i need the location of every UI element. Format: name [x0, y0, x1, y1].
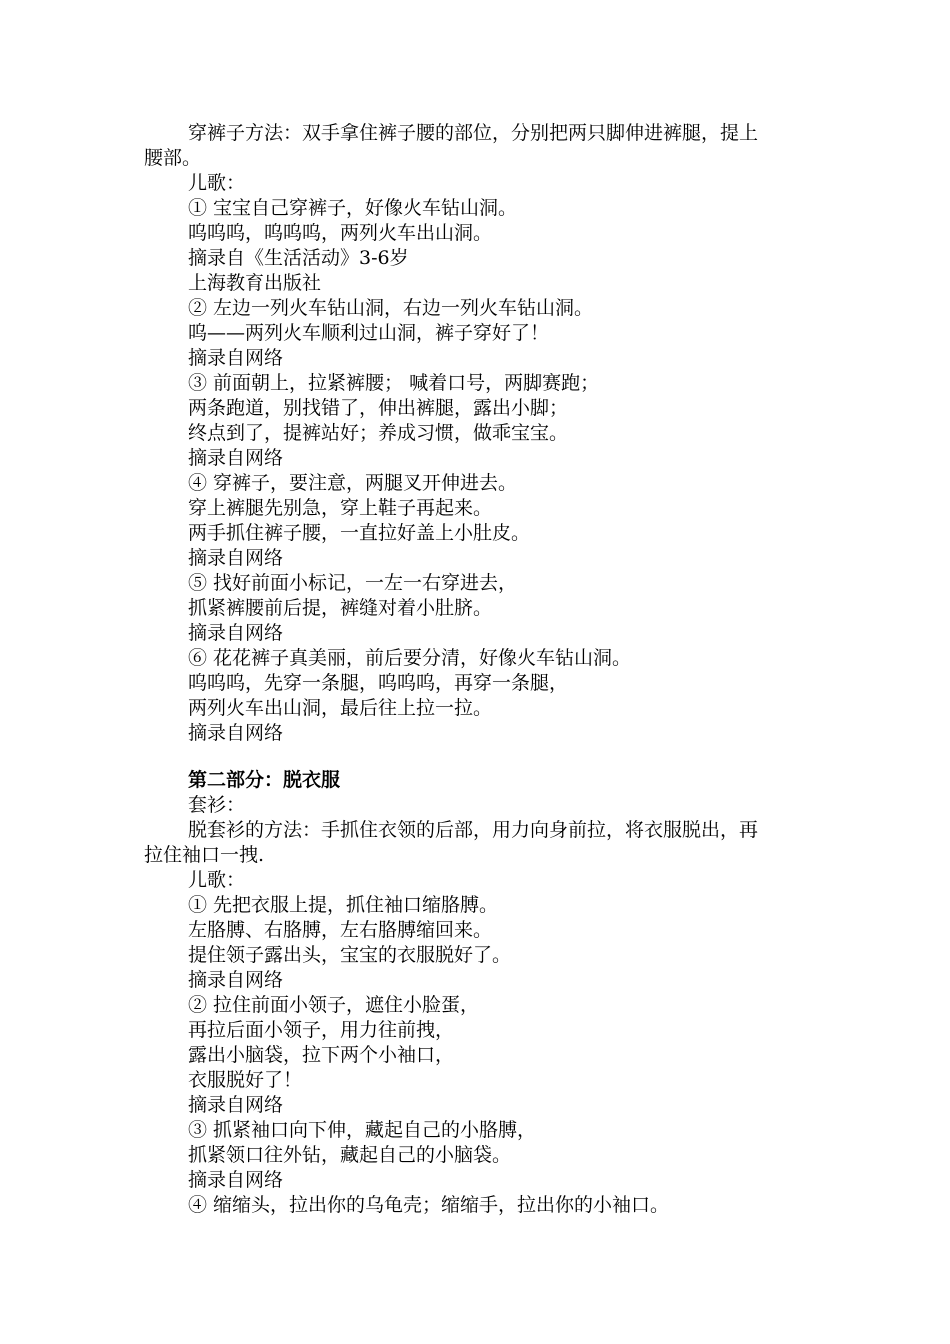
- rhyme-line: ④ 穿裤子，要注意，两腿叉开伸进去。: [188, 472, 518, 494]
- source-note: 摘录自网络: [188, 1169, 284, 1191]
- rhyme-line: 两手抓住裤子腰，一直拉好盖上小肚皮。: [188, 522, 531, 544]
- source-note: 摘录自《生活活动》3-6岁: [188, 247, 409, 269]
- source-note: 上海教育出版社: [188, 272, 322, 294]
- rhyme-line: ① 先把衣服上提，抓住袖口缩胳膊。: [188, 894, 499, 916]
- rhyme-line: 再拉后面小领子，用力往前拽，: [188, 1019, 455, 1041]
- pants-method-line-1: 穿裤子方法：双手拿住裤子腰的部位，分别把两只脚伸进裤腿，提上: [188, 122, 759, 144]
- source-note: 摘录自网络: [188, 1094, 284, 1116]
- rhyme-line: ② 左边一列火车钻山洞，右边一列火车钻山洞。: [188, 297, 594, 319]
- section-heading: 第二部分：脱衣服: [188, 769, 341, 791]
- section-spacer: [144, 746, 810, 768]
- rhyme-line: ⑥ 花花裤子真美丽，前后要分清，好像火车钻山洞。: [188, 647, 632, 669]
- subsection-label: 套衫：: [188, 794, 246, 816]
- source-note: 摘录自网络: [188, 969, 284, 991]
- rhyme-line: ② 拉住前面小领子，遮住小脸蛋，: [188, 994, 480, 1016]
- rhyme-line: 呜呜呜，先穿一条腿，呜呜呜，再穿一条腿，: [188, 672, 569, 694]
- rhyme-line: 左胳膊、右胳膊，左右胳膊缩回来。: [188, 919, 493, 941]
- source-note: 摘录自网络: [188, 447, 284, 469]
- rhyme-line: 抓紧领口往外钻，藏起自己的小脑袋。: [188, 1144, 512, 1166]
- document-body: [144, 121, 810, 1218]
- rhyme-line: 穿上裤腿先别急，穿上鞋子再起来。: [188, 497, 493, 519]
- rhyme-line: 两列火车出山洞，最后往上拉一拉。: [188, 697, 493, 719]
- rhyme-line: 终点到了，提裤站好；养成习惯，做乖宝宝。: [188, 422, 569, 444]
- source-note: 摘录自网络: [188, 547, 284, 569]
- pants-method-line-2: 腰部。: [144, 147, 202, 169]
- source-note: 摘录自网络: [188, 722, 284, 744]
- rhyme-line: ④ 缩缩头，拉出你的乌龟壳；缩缩手，拉出你的小袖口。: [188, 1194, 670, 1216]
- rhyme-line: 露出小脑袋，拉下两个小袖口，: [188, 1044, 455, 1066]
- rhyme-line: ③ 前面朝上，拉紧裤腰； 喊着口号，两脚赛跑；: [188, 372, 600, 394]
- rhyme-line: 两条跑道，别找错了，伸出裤腿，露出小脚；: [188, 397, 569, 419]
- rhyme-line: 衣服脱好了！: [188, 1069, 303, 1091]
- rhyme-line: ① 宝宝自己穿裤子，好像火车钻山洞。: [188, 197, 518, 219]
- rhyme-line: 提住领子露出头，宝宝的衣服脱好了。: [188, 944, 512, 966]
- sweater-method-line-1: 脱套衫的方法：手抓住衣领的后部，用力向身前拉，将衣服脱出，再: [188, 819, 759, 841]
- rhyme-line: 呜呜呜，呜呜呜，两列火车出山洞。: [188, 222, 493, 244]
- nursery-rhyme-label: 儿歌：: [188, 869, 246, 891]
- rhyme-line: ③ 抓紧袖口向下伸，藏起自己的小胳膊，: [188, 1119, 537, 1141]
- sweater-method-line-2: 拉住袖口一拽.: [144, 844, 265, 866]
- source-note: 摘录自网络: [188, 347, 284, 369]
- nursery-rhyme-label: 儿歌：: [188, 172, 246, 194]
- rhyme-line: 呜——两列火车顺利过山洞，裤子穿好了！: [188, 322, 550, 344]
- source-note: 摘录自网络: [188, 622, 284, 644]
- rhyme-line: 抓紧裤腰前后提，裤缝对着小肚脐。: [188, 597, 493, 619]
- rhyme-line: ⑤ 找好前面小标记，一左一右穿进去，: [188, 572, 518, 594]
